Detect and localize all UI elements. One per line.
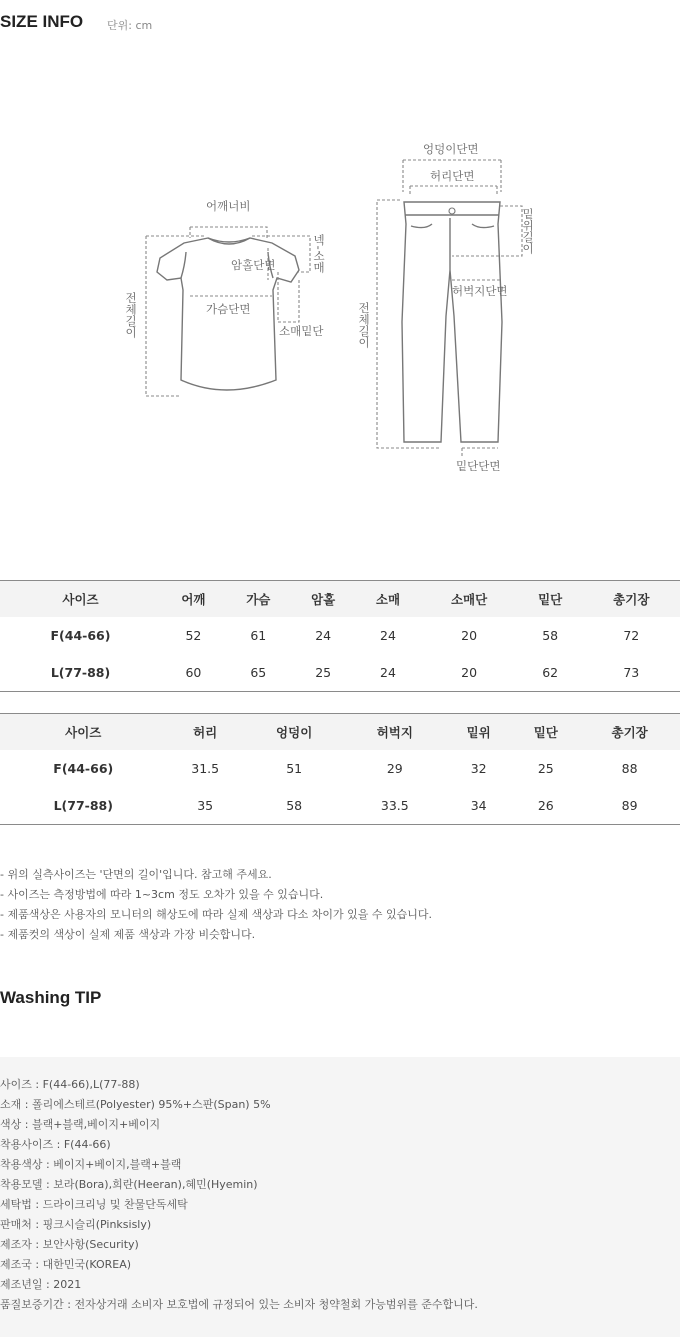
pants-drawing <box>402 202 502 442</box>
value-cell: 29 <box>386 761 403 776</box>
value-cell: 72 <box>623 628 640 643</box>
label-thigh: 허벅지단면 <box>452 284 508 298</box>
label-waist: 허리단면 <box>430 169 475 183</box>
table-row <box>0 617 680 654</box>
column-header: 가슴 <box>226 581 291 618</box>
value-cell: 34 <box>470 798 487 813</box>
value-cell: 89 <box>621 798 638 813</box>
value-cell: 20 <box>461 665 478 680</box>
value-cell: 60 <box>185 665 202 680</box>
value-cell: 62 <box>542 665 559 680</box>
size-cell: L(77-88) <box>53 798 113 813</box>
column-header: 사이즈 <box>0 714 167 751</box>
label-top-length: 전체길이 <box>124 292 138 338</box>
value-cell: 26 <box>537 798 554 813</box>
column-header: 밑단 <box>518 581 583 618</box>
unit-label: 단위: cm <box>107 19 153 32</box>
value-cell: 25 <box>537 761 554 776</box>
value-cell: 73 <box>623 665 640 680</box>
column-header: 허벅지 <box>344 714 445 751</box>
measurement-diagram <box>0 130 680 490</box>
info-line: 착용사이즈 : F(44-66) <box>0 1138 111 1151</box>
value-cell: 58 <box>286 798 303 813</box>
column-header: 어깨 <box>161 581 226 618</box>
value-cell: 24 <box>380 665 396 680</box>
note-line: - 제품컷의 색상이 실제 제품 색상과 가장 비슷합니다. <box>0 928 256 941</box>
note-line: - 사이즈는 측정방법에 따라 1~3cm 정도 오차가 있을 수 있습니다. <box>0 888 324 901</box>
value-cell: 25 <box>315 665 332 680</box>
column-header: 밑단 <box>512 714 579 751</box>
value-cell: 24 <box>380 628 396 643</box>
column-header: 소매단 <box>420 581 517 618</box>
size-cell: F(44-66) <box>50 628 111 643</box>
column-header: 총기장 <box>579 714 680 751</box>
value-cell: 31.5 <box>191 761 220 776</box>
column-header: 총기장 <box>583 581 680 618</box>
info-line: 사이즈 : F(44-66),L(77-88) <box>0 1078 140 1091</box>
value-cell: 88 <box>621 761 638 776</box>
info-line: 소재 : 폴리에스테르(Polyester) 95%+스판(Span) 5% <box>0 1098 271 1111</box>
note-line: - 위의 실측사이즈는 '단면의 길이'입니다. 참고해 주세요. <box>0 868 272 881</box>
value-cell: 24 <box>315 628 332 643</box>
info-line: 제조국 : 대한민국(KOREA) <box>0 1258 132 1271</box>
size-table-bottom <box>0 713 680 825</box>
column-header: 허리 <box>167 714 244 751</box>
size-info-title: SIZE INFO <box>0 12 84 31</box>
value-cell: 61 <box>250 628 267 643</box>
info-line: 제조년일 : 2021 <box>0 1278 82 1291</box>
info-line: 세탁법 : 드라이크리닝 및 찬물단독세탁 <box>0 1198 188 1211</box>
value-cell: 58 <box>542 628 559 643</box>
label-hip: 엉덩이단면 <box>423 142 479 156</box>
label-sleeve-hem: 소매밑단 <box>279 324 324 338</box>
washing-tip-title: Washing TIP <box>0 988 102 1007</box>
value-cell: 20 <box>461 628 478 643</box>
info-line: 색상 : 블랙+블랙,베이지+베이지 <box>0 1118 161 1131</box>
table-row <box>0 654 680 692</box>
column-header: 사이즈 <box>0 581 161 618</box>
label-chest: 가슴단면 <box>206 302 251 316</box>
column-header: 엉덩이 <box>244 714 345 751</box>
value-cell: 35 <box>197 798 214 813</box>
info-line: 제조자 : 보안사항(Security) <box>0 1238 139 1251</box>
product-info-list <box>0 1075 478 1315</box>
table-header-row <box>0 714 680 751</box>
value-cell: 51 <box>286 761 303 776</box>
value-cell: 65 <box>250 665 267 680</box>
label-hem: 밑단단면 <box>456 459 501 473</box>
table-row <box>0 787 680 825</box>
size-table-top <box>0 580 680 692</box>
info-line: 착용색상 : 베이지+베이지,블랙+블랙 <box>0 1158 182 1171</box>
info-line: 품질보증기간 : 전자상거래 소비자 보호법에 규정되어 있는 소비자 청약철회 가능범위를 준수합니다. <box>0 1298 478 1311</box>
label-neck-sleeve: 넥-소매 <box>312 234 326 273</box>
label-rise: 밑위길이 <box>521 208 535 254</box>
table-header-row <box>0 581 680 618</box>
column-header: 암홀 <box>291 581 356 618</box>
label-shoulder: 어깨너비 <box>206 199 251 213</box>
column-header: 소매 <box>356 581 421 618</box>
size-notes <box>0 865 432 945</box>
column-header: 밑위 <box>445 714 512 751</box>
label-pants-length: 전체길이 <box>357 302 371 348</box>
info-line: 착용모델 : 보라(Bora),희란(Heeran),혜민(Hyemin) <box>0 1178 258 1191</box>
size-cell: F(44-66) <box>53 761 114 776</box>
info-line: 판매처 : 핑크시슬리(Pinksisly) <box>0 1218 152 1231</box>
value-cell: 52 <box>185 628 202 643</box>
value-cell: 33.5 <box>380 798 409 813</box>
value-cell: 32 <box>470 761 487 776</box>
table-row <box>0 750 680 787</box>
note-line: - 제품색상은 사용자의 모니터의 해상도에 따라 실제 색상과 다소 차이가 있을 수 있습니다. <box>0 908 432 921</box>
label-armhole: 암홀단면 <box>231 258 276 272</box>
size-cell: L(77-88) <box>50 665 111 680</box>
